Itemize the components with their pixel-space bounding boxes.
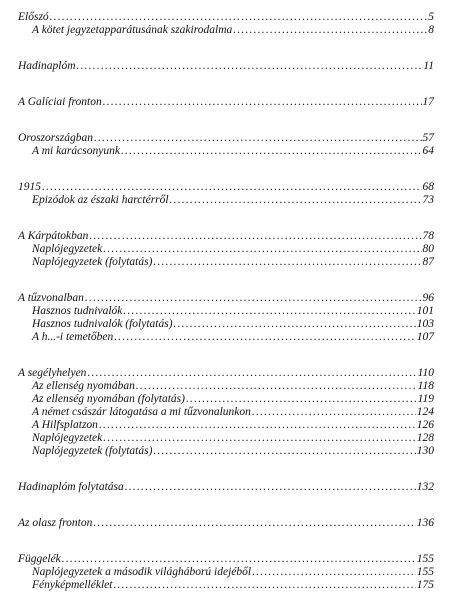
- dot-leader: [93, 517, 415, 530]
- dot-leader: [121, 145, 422, 158]
- dot-leader: [170, 194, 422, 207]
- dot-leader: [99, 419, 416, 432]
- toc-page-number: 87: [422, 256, 434, 268]
- toc-entry-title: 1915: [18, 181, 41, 193]
- dot-leader: [103, 243, 421, 256]
- dot-leader: [77, 60, 423, 73]
- toc-entry-title: Az ellenség nyomában: [32, 380, 135, 392]
- toc-page-number: 132: [416, 481, 434, 493]
- toc-page-number: 17: [422, 96, 434, 108]
- toc-subentry: [18, 419, 434, 432]
- toc-subentry: [18, 566, 434, 579]
- dot-leader: [252, 566, 416, 579]
- toc-group: [18, 230, 434, 269]
- dot-leader: [233, 24, 427, 37]
- dot-leader: [252, 406, 416, 419]
- toc-group: [18, 481, 434, 494]
- toc-subentry: [18, 318, 434, 331]
- dot-leader: [85, 292, 422, 305]
- toc-subentry: [18, 256, 434, 269]
- toc-page-number: 128: [416, 432, 434, 444]
- dot-leader: [186, 393, 417, 406]
- toc-subentry: [18, 579, 434, 592]
- toc-entry: [18, 60, 434, 73]
- toc-page-number: 155: [416, 566, 434, 578]
- toc-page-number: 68: [422, 181, 434, 193]
- toc-page-number: 155: [416, 553, 434, 565]
- table-of-contents: [18, 11, 434, 615]
- toc-page-number: 175: [416, 579, 434, 591]
- toc-entry-title: Az ellenség nyomában (folytatás): [32, 393, 185, 405]
- toc-entry: [18, 292, 434, 305]
- dot-leader: [153, 256, 421, 269]
- toc-entry: [18, 96, 434, 109]
- toc-entry: [18, 230, 434, 243]
- toc-entry-title: Hadinaplóm folytatása: [18, 481, 124, 493]
- toc-entry: [18, 367, 434, 380]
- toc-entry: [18, 481, 434, 494]
- toc-group: [18, 181, 434, 207]
- dot-leader: [87, 367, 416, 380]
- dot-leader: [174, 318, 416, 331]
- toc-subentry: [18, 194, 434, 207]
- dot-leader: [50, 11, 428, 24]
- toc-page-number: 119: [417, 393, 434, 405]
- toc-entry-title: Hasznos tudnivalók (folytatás): [32, 318, 173, 330]
- toc-page-number: 101: [416, 305, 434, 317]
- toc-entry-title: Epizódok az északi harctérről: [32, 194, 169, 206]
- toc-subentry: [18, 380, 434, 393]
- toc-group: [18, 517, 434, 530]
- dot-leader: [103, 432, 415, 445]
- toc-page-number: 11: [423, 60, 434, 72]
- toc-entry-title: Hasznos tudnivalók: [32, 305, 123, 317]
- toc-subentry: [18, 145, 434, 158]
- dot-leader: [42, 181, 422, 194]
- toc-subentry: [18, 432, 434, 445]
- toc-entry: [18, 181, 434, 194]
- toc-page-number: 73: [422, 194, 434, 206]
- toc-entry-title: A mi karácsonyunk: [32, 145, 120, 157]
- toc-entry: [18, 11, 434, 24]
- toc-group: [18, 60, 434, 73]
- toc-entry: [18, 517, 434, 530]
- toc-entry-title: A német császár látogatása a mi tűzvonalunkon: [32, 406, 251, 418]
- toc-subentry: [18, 445, 434, 458]
- toc-page-number: 8: [428, 24, 434, 36]
- toc-entry-title: Naplójegyzetek: [32, 432, 103, 444]
- toc-page-number: 103: [416, 318, 434, 330]
- toc-entry-title: Függelék: [18, 553, 61, 565]
- toc-entry-title: A h...-i temetőben: [32, 331, 114, 343]
- toc-entry-title: Naplójegyzetek (folytatás): [32, 445, 153, 457]
- toc-group: [18, 292, 434, 344]
- toc-group: [18, 132, 434, 158]
- toc-entry-title: Előszó: [18, 11, 49, 23]
- dot-leader: [113, 579, 415, 592]
- dot-leader: [123, 305, 415, 318]
- dot-leader: [114, 331, 416, 344]
- toc-page-number: 136: [416, 517, 434, 529]
- toc-page-number: 107: [416, 331, 434, 343]
- toc-page-number: 5: [428, 11, 434, 23]
- toc-entry-title: A tűzvonalban: [18, 292, 84, 304]
- toc-entry-title: Fényképmelléklet: [32, 579, 113, 591]
- toc-page-number: 130: [416, 445, 434, 457]
- toc-page-number: 80: [422, 243, 434, 255]
- toc-entry-title: Naplójegyzetek: [32, 243, 103, 255]
- toc-page-number: 64: [422, 145, 434, 157]
- toc-subentry: [18, 24, 434, 37]
- toc-page-number: 78: [422, 230, 434, 242]
- toc-entry-title: A Hilfsplatzon: [32, 419, 98, 431]
- toc-entry-title: A Kárpátokban: [18, 230, 89, 242]
- toc-page-number: 110: [417, 367, 434, 379]
- toc-page-number: 126: [416, 419, 434, 431]
- toc-group: [18, 553, 434, 592]
- toc-subentry: [18, 305, 434, 318]
- toc-subentry: [18, 243, 434, 256]
- toc-entry: [18, 132, 434, 145]
- toc-entry-title: A Galíciai fronton: [18, 96, 102, 108]
- toc-group: [18, 367, 434, 458]
- toc-group: [18, 11, 434, 37]
- toc-subentry: [18, 331, 434, 344]
- dot-leader: [94, 132, 422, 145]
- toc-page-number: 57: [422, 132, 434, 144]
- toc-entry: [18, 553, 434, 566]
- toc-entry-title: Hadinaplóm: [18, 60, 76, 72]
- dot-leader: [103, 96, 422, 109]
- toc-entry-title: A segélyhelyen: [18, 367, 87, 379]
- toc-entry-title: Az olasz fronton: [18, 517, 93, 529]
- dot-leader: [89, 230, 421, 243]
- dot-leader: [136, 380, 417, 393]
- toc-entry-title: A kötet jegyzetapparátusának szakirodalma: [32, 24, 233, 36]
- dot-leader: [125, 481, 416, 494]
- toc-entry-title: Naplójegyzetek (folytatás): [32, 256, 153, 268]
- dot-leader: [153, 445, 415, 458]
- toc-entry-title: Naplójegyzetek a második világháború idejéből: [32, 566, 252, 578]
- toc-page-number: 124: [416, 406, 434, 418]
- toc-subentry: [18, 406, 434, 419]
- dot-leader: [62, 553, 416, 566]
- toc-entry-title: Oroszországban: [18, 132, 93, 144]
- toc-group: [18, 96, 434, 109]
- toc-subentry: [18, 393, 434, 406]
- toc-page-number: 118: [417, 380, 434, 392]
- toc-page-number: 96: [422, 292, 434, 304]
